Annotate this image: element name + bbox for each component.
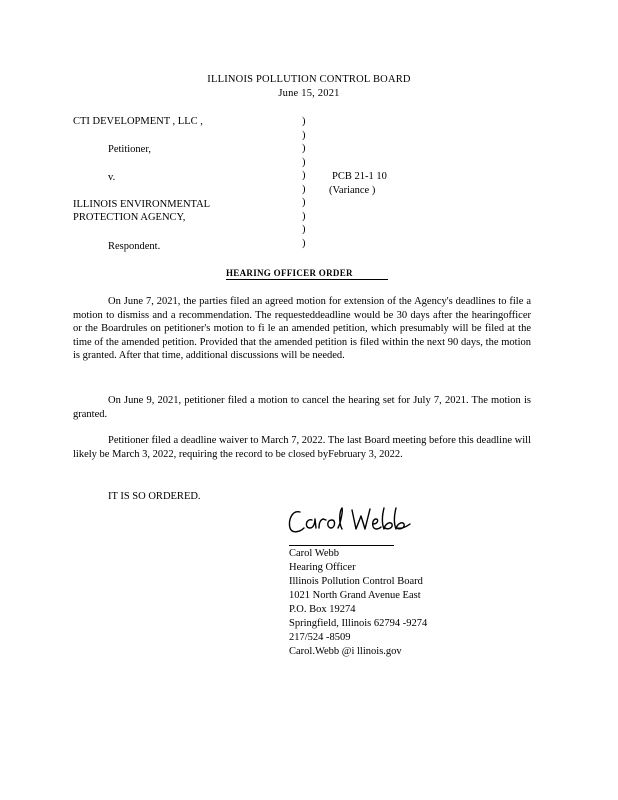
signature-block bbox=[289, 547, 427, 659]
body-paragraph-3 bbox=[73, 434, 531, 461]
case-number: PCB 21-1 10 bbox=[332, 171, 387, 182]
body-paragraph-text: On June 7, 2021, the parties filed an agreed motion for extension of the Agency's deadlines to file a motion to dismiss and a recommendation. The requesteddeadline would be 30 days after the hearingofficer or the Boardrules on petitioner's motion to fi le an amended petition, which presumably will be filed at the time of the amended petition. Provided that the amended petition is filed within the next 90 days, the motion is granted. After that time, additional discussions will be needed. bbox=[73, 296, 531, 362]
signer-title: Hearing Officer bbox=[289, 562, 356, 573]
order-title-underline bbox=[226, 279, 388, 280]
order-date: June 15, 2021 bbox=[278, 88, 340, 99]
caption-paren: ) bbox=[302, 143, 306, 154]
address-city: Springfield, Illinois 62794 -9274 bbox=[289, 618, 428, 629]
signer-organization: Illinois Pollution Control Board bbox=[289, 576, 423, 587]
caption-paren: ) bbox=[302, 197, 306, 208]
address-line-2: P.O. Box 19274 bbox=[289, 604, 356, 615]
board-name: ILLINOIS POLLUTION CONTROL BOARD bbox=[207, 74, 411, 85]
caption-paren: ) bbox=[302, 116, 306, 127]
address-line-1: 1021 North Grand Avenue East bbox=[289, 590, 421, 601]
body-paragraph-2 bbox=[73, 394, 531, 421]
petitioner-name: CTI DEVELOPMENT , LLC , bbox=[73, 116, 203, 127]
body-paragraph-text: Petitioner filed a deadline waiver to March 7, 2022. The last Board meeting before this deadline will likely be March 3, 2022, requiring the record to be closed byFebruary 3, 2022. bbox=[73, 435, 531, 460]
order-title: HEARING OFFICER ORDER bbox=[226, 268, 353, 278]
caption-paren: ) bbox=[302, 183, 306, 195]
caption-paren: ) bbox=[302, 224, 306, 235]
caption-paren: ) bbox=[302, 129, 306, 141]
email-address: Carol.Webb @i llinois.gov bbox=[289, 646, 402, 657]
versus-label: v. bbox=[108, 172, 116, 183]
respondent-name-line2: PROTECTION AGENCY, bbox=[73, 212, 186, 223]
respondent-role: Respondent. bbox=[108, 241, 161, 252]
phone-number: 217/524 -8509 bbox=[289, 632, 351, 643]
signature-line bbox=[289, 545, 394, 546]
body-paragraph-text: On June 9, 2021, petitioner filed a motion to cancel the hearing set for July 7, 2021. The motion is granted. bbox=[73, 395, 531, 420]
case-type: (Variance ) bbox=[329, 185, 376, 196]
closing-statement: IT IS SO ORDERED. bbox=[108, 491, 201, 502]
caption-paren: ) bbox=[302, 170, 306, 181]
caption-paren: ) bbox=[302, 156, 306, 168]
caption-paren: ) bbox=[302, 210, 306, 222]
caption-paren: ) bbox=[302, 237, 306, 249]
signer-name: Carol Webb bbox=[289, 548, 339, 559]
petitioner-role: Petitioner, bbox=[108, 144, 152, 155]
body-paragraph-1 bbox=[73, 295, 531, 363]
handwritten-signature bbox=[286, 500, 416, 540]
respondent-name-line1: ILLINOIS ENVIRONMENTAL bbox=[73, 199, 211, 210]
